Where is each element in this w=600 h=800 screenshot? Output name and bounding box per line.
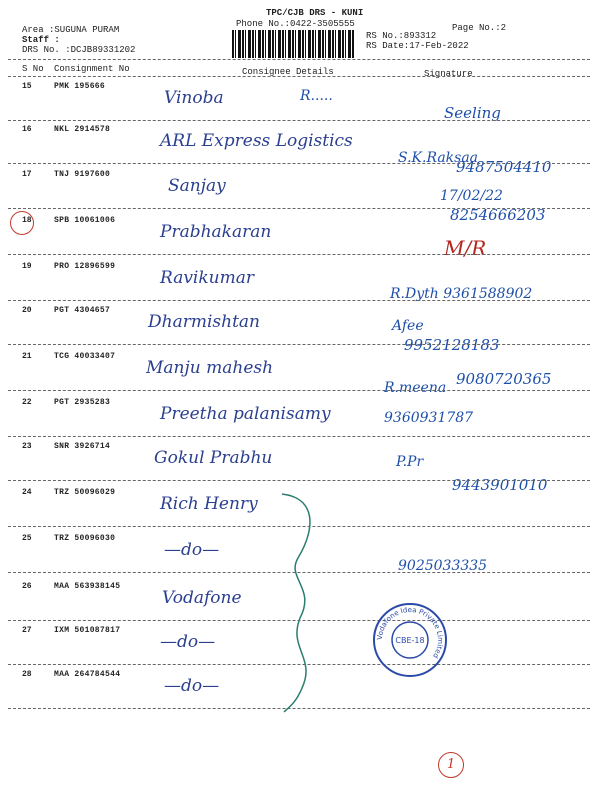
rs-number: RS No.:893312 [366, 31, 437, 41]
row-consignment-no: PMK 195666 [54, 82, 106, 91]
row-sno: 27 [22, 626, 32, 635]
row-signature-extra: 9080720365 [456, 370, 552, 388]
row-consignee-name: —do— [164, 540, 220, 560]
bracket-mark [276, 488, 336, 718]
row-consignee-name: Manju mahesh [146, 358, 274, 378]
row-signature: 9025033335 [398, 558, 488, 574]
row-consignee-name: —do— [164, 676, 220, 696]
row-sno: 22 [22, 398, 32, 407]
row-divider [8, 300, 590, 301]
row-sno: 17 [22, 170, 32, 179]
row-signature: P.Pr [396, 454, 424, 470]
row-signature-extra: 9443901010 [452, 476, 548, 494]
row-divider [8, 390, 590, 391]
row-sno: 25 [22, 534, 32, 543]
staff-label: Staff : [22, 35, 60, 45]
drs-number: DRS No. :DCJB89331202 [22, 45, 136, 55]
col-consignee: Consignee Details [242, 67, 334, 77]
row-divider [8, 163, 590, 164]
row-consignee-name: Prabhakaran [160, 222, 272, 242]
row-consignment-no: TCG 40033407 [54, 352, 116, 361]
phone-number: Phone No.:0422-3505555 [236, 19, 355, 29]
row-sno: 24 [22, 488, 32, 497]
row-consignment-no: TRZ 50096029 [54, 488, 116, 497]
row-sno: 21 [22, 352, 32, 361]
row-consignee-name: Vodafone [162, 588, 242, 608]
row-consignee-name: ARL Express Logistics [160, 131, 353, 151]
row-signature: 9360931787 [384, 410, 474, 426]
barcode [232, 30, 354, 58]
row-18-circle-mark [10, 211, 34, 235]
row-signature-extra: Seeling [444, 104, 501, 122]
row-signature: 17/02/22 [440, 188, 503, 204]
row-consignment-no: PGT 2935283 [54, 398, 111, 407]
row-consignee-name: Preetha palanisamy [160, 404, 331, 424]
stamp-ring-text: Vodafone Idea Private Limited [375, 605, 445, 660]
row-signature: R.Dyth 9361588902 [390, 286, 533, 302]
row-divider [8, 480, 590, 481]
row-signature-extra: 9487504410 [456, 158, 552, 176]
row-sno: 20 [22, 306, 32, 315]
row-sno: 26 [22, 582, 32, 591]
row-signature: R.meena [384, 380, 447, 396]
row-consignee-name: Ravikumar [160, 268, 254, 288]
row-signature-extra: 8254666203 [450, 206, 546, 224]
row-consignment-no: NKL 2914578 [54, 125, 111, 134]
row-consignment-no: TNJ 9197600 [54, 170, 111, 179]
row-divider [8, 254, 590, 255]
row-signature: Afee [392, 318, 424, 334]
col-sno: S No [22, 64, 44, 74]
row-signature-extra: 9952128183 [404, 336, 500, 354]
col-consignment: Consignment No [54, 64, 130, 74]
row-consignee-name: Rich Henry [160, 494, 258, 514]
row-sno: 15 [22, 82, 32, 91]
row-divider [8, 344, 590, 345]
row-signature: S.K.Raksaa [398, 150, 479, 166]
row-divider [8, 436, 590, 437]
row-consignee-name: Sanjay [168, 176, 226, 196]
row-consignment-no: SPB 10061006 [54, 216, 116, 225]
row-consignment-no: MAA 563938145 [54, 582, 121, 591]
row-sno: 28 [22, 670, 32, 679]
row-consignee-name: —do— [160, 632, 216, 652]
col-signature: Signature [424, 69, 473, 79]
row-consignee-name: Gokul Prabhu [154, 448, 273, 468]
page-number: Page No.:2 [452, 23, 507, 33]
row-consignment-no: PGT 4304657 [54, 306, 111, 315]
row-sno: 23 [22, 442, 32, 451]
row-sno: 19 [22, 262, 32, 271]
row-divider [8, 120, 590, 121]
row-consignment-no: PRO 12896599 [54, 262, 116, 271]
row-consignment-no: TRZ 50096030 [54, 534, 116, 543]
row-consignment-no: MAA 264784544 [54, 670, 121, 679]
company-stamp [370, 600, 450, 680]
row-consignee-name: Vinoba [164, 88, 224, 108]
row-sno: 16 [22, 125, 32, 134]
page-mark: 1 [438, 752, 464, 778]
stamp-center-text: CBE-18 [395, 636, 425, 645]
header-bottom-rule [8, 76, 590, 77]
row-signature: R..... [300, 88, 333, 104]
row-signature: M/R [444, 236, 487, 260]
header-top-rule [8, 59, 590, 60]
row-consignment-no: IXM 501087817 [54, 626, 121, 635]
row-consignee-name: Dharmishtan [148, 312, 260, 332]
row-consignment-no: SNR 3926714 [54, 442, 111, 451]
row-sno: 18 [22, 216, 32, 225]
rs-date: RS Date:17-Feb-2022 [366, 41, 469, 51]
row-divider [8, 208, 590, 209]
drs-title: TPC/CJB DRS - KUNI [266, 8, 364, 18]
area-label: Area :SUGUNA PURAM [22, 25, 120, 35]
